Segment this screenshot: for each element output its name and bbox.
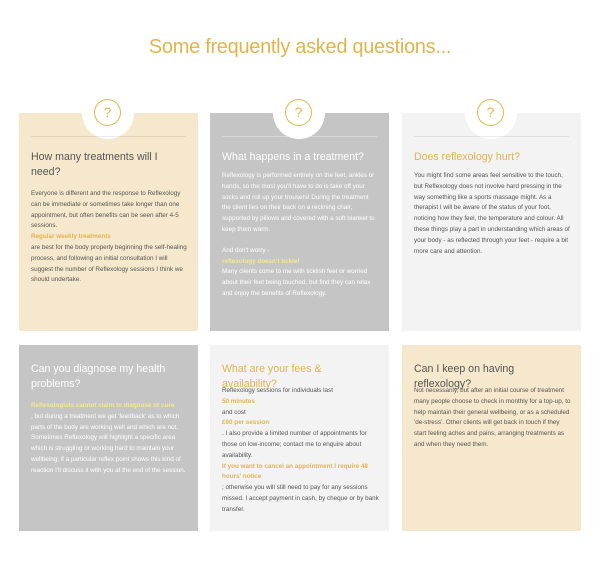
answer-highlight: reflexology doesn't tickle! xyxy=(222,257,300,265)
answer-text: and cost xyxy=(222,408,246,416)
faq-question: What happens in a treatment? xyxy=(222,151,364,163)
faq-question: Can you diagnose my health problems? xyxy=(31,363,166,390)
answer-text: Reflexology is performed entirely on the feet, ankles or hands, so the most you'll have to do is take off your socks and roll up your trousers! During the treatment the client lies on their back on a reclining chair, supported by pillows and covered with a soft blanket to keep them warm. xyxy=(222,172,375,233)
faq-card-fees xyxy=(210,345,389,531)
faq-card-diagnose xyxy=(19,345,198,531)
faq-question: Can I keep on having reflexology? xyxy=(414,363,515,390)
answer-highlight: £60 per session xyxy=(222,419,270,427)
icon-badge xyxy=(82,87,134,139)
page-title: Some frequently asked questions... xyxy=(148,36,452,58)
faq-card-what-happens xyxy=(210,104,389,331)
answer-text: Not necessarily, but after an initial course of treatment many people choose to check in monthly for a top-up, to help maintain their general wellbeing, or as a scheduled 'de-stress'. Other clients will get back in touch if they start feeling aches and pains, arranging treatments as and when they need them. xyxy=(414,387,571,448)
answer-text: Many clients come to me with ticklish feet or worried about their feet being touched, but find they can relax and enjoy the benefits of Reflexology. xyxy=(222,268,371,297)
answer-text: are best for the body properly beginning the self-healing process, and following an initial consultation I will suggest the number of Reflexology sessions I think we should undertake. xyxy=(31,243,187,284)
faq-card-hurt xyxy=(402,104,581,331)
faq-answer xyxy=(31,189,188,286)
faq-answer xyxy=(414,171,571,257)
faq-card-keep-having xyxy=(402,345,581,531)
question-icon: ? xyxy=(477,99,504,126)
answer-text: ; otherwise you will still need to pay for any sessions missed. I accept payment in cash, by cheque or by bank transfer. xyxy=(222,484,379,513)
faq-answer xyxy=(414,386,571,451)
faq-question: What are your fees & availability? xyxy=(222,363,322,390)
faq-card-treatments xyxy=(19,104,198,331)
faq-answer xyxy=(222,386,379,516)
answer-text: You might find some areas feel sensitive to the touch, but Reflexology does not involve hard pressing in the way something like a sports massage might. As a therapist I will be aware of the status of your foot, noticing how they feel, the temperature and colour. All these things play a part in understanding which areas of your body - as reflected through your feet - require a bit more care and attention. xyxy=(414,172,570,255)
divider xyxy=(414,136,569,137)
answer-text: . I also provide a limited number of appointments for those on low-income; contact me to enquire about availability. xyxy=(222,430,367,459)
answer-highlight: 50 minutes xyxy=(222,397,255,405)
icon-badge xyxy=(465,87,517,139)
divider xyxy=(31,136,186,137)
divider xyxy=(222,136,377,137)
faq-question: How many treatments will I need? xyxy=(31,151,158,178)
answer-text: Reflexology sessions for individuals last xyxy=(222,387,333,394)
icon-badge xyxy=(273,87,325,139)
answer-highlight: If you want to cancel an appointment I require 48 hours' notice xyxy=(222,462,368,481)
faq-answer xyxy=(31,401,188,477)
answer-text: Everyone is different and the response to Reflexology can be immediate or sometimes take longer than one appointment, but often benefits can be seen after 4-5 sessions. xyxy=(31,190,181,230)
faq-question: Does reflexology hurt? xyxy=(414,151,520,163)
question-icon: ? xyxy=(94,99,121,126)
question-icon: ? xyxy=(285,99,312,126)
answer-highlight: Regular weekly treatments xyxy=(31,233,111,241)
answer-highlight: Reflexologists cannot claim to diagnose or cure xyxy=(31,402,175,409)
faq-answer xyxy=(222,171,379,300)
answer-text: , but during a treatment we get 'feedback' as to which parts of the body are working well and which are not. Sometimes Reflexology will highlight a specific area which is struggling or working hard to maintain your wellbeing; if a particular reflex point shows this kind of reaction I'll discuss it with you at the end of the session. xyxy=(31,412,186,474)
answer-text: And don't worry - xyxy=(222,246,270,254)
